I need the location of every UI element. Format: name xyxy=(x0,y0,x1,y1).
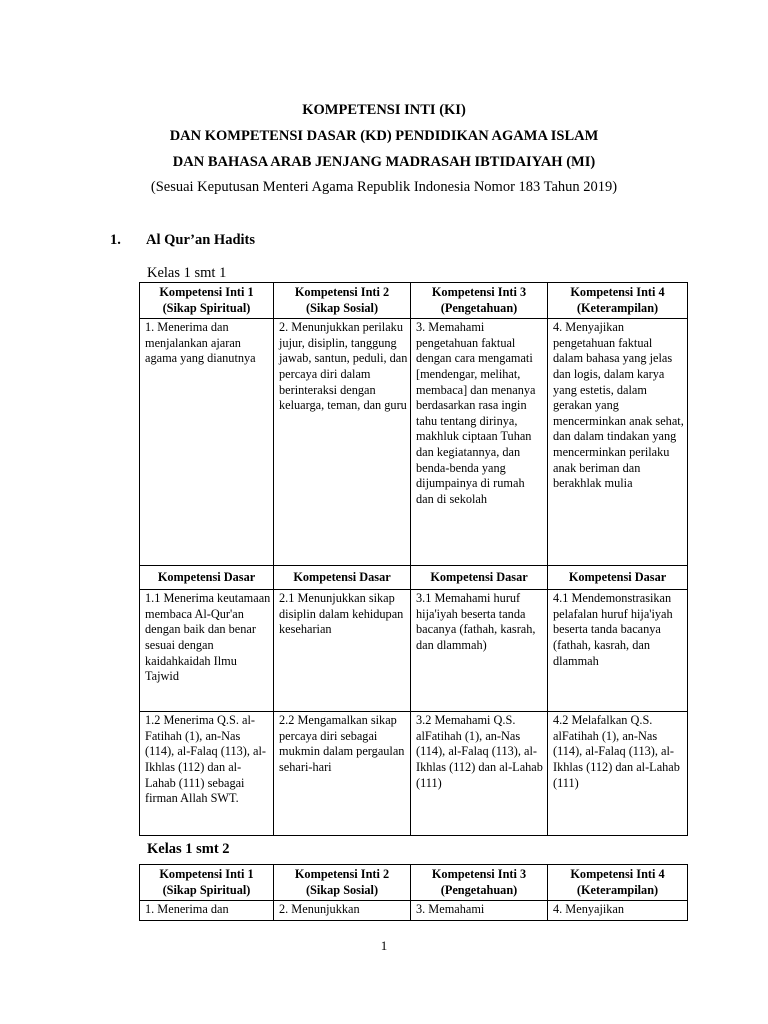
ki-header-cell xyxy=(411,283,548,319)
kd-row xyxy=(140,712,688,836)
ki-content-row xyxy=(140,901,688,921)
ki-header-sub: (Pengetahuan) xyxy=(440,882,518,897)
kd-cell: 4.2 Melafalkan Q.S. alFatihah (1), an-Nas (114), al-Falaq (113), al-Ikhlas (112) dan al-Lahab (111) xyxy=(548,712,688,836)
ki-content-row xyxy=(140,319,688,566)
kd-header-row xyxy=(140,566,688,590)
document-title-line-2: DAN KOMPETENSI DASAR (KD) PENDIDIKAN AGAMA ISLAM xyxy=(169,128,599,144)
ki-content-cell: 1. Menerima dan menjalankan ajaran agama yang dianutnya xyxy=(140,319,274,566)
document-title-line-1: KOMPETENSI INTI (KI) xyxy=(302,102,466,118)
kd-cell: 3.2 Memahami Q.S. alFatihah (1), an-Nas (114), al-Falaq (113), al-Ikhlas (112) dan al-Lahab (111) xyxy=(411,712,548,836)
ki-header-title: Kompetensi Inti 1 xyxy=(159,285,254,299)
ki-header-sub: (Pengetahuan) xyxy=(440,300,518,315)
kd-cell: 1.2 Menerima Q.S. al-Fatihah (1), an-Nas (114), al-Falaq (113), al-Ikhlas (112) dan al-Lahab (111) sebagai firman Allah SWT. xyxy=(140,712,274,836)
kd-header-cell: Kompetensi Dasar xyxy=(411,566,548,590)
ki-content-cell: 4. Menyajikan xyxy=(548,901,688,921)
kd-cell: 4.1 Mendemonstrasikan pelafalan huruf hija'iyah beserta tanda bacanya (fathah, kasrah, dan dlammah xyxy=(548,590,688,712)
kd-header-cell: Kompetensi Dasar xyxy=(274,566,411,590)
section-heading xyxy=(110,232,255,249)
ki-header-title: Kompetensi Inti 4 xyxy=(570,867,665,881)
ki-header-sub: (Sikap Sosial) xyxy=(305,882,379,897)
ki-header-sub: (Keterampilan) xyxy=(576,882,659,897)
page-number: 1 xyxy=(380,938,388,953)
ki-header-title: Kompetensi Inti 3 xyxy=(431,867,527,881)
kelas-1-label: Kelas 1 smt 1 xyxy=(147,265,227,281)
ki-header-sub: (Sikap Spiritual) xyxy=(162,882,251,897)
kelas-2-label: Kelas 1 smt 2 xyxy=(147,841,230,857)
kompetensi-table-kelas-2 xyxy=(139,864,688,921)
ki-header-sub: (Sikap Spiritual) xyxy=(162,300,251,315)
document-title-line-3: DAN BAHASA ARAB JENJANG MADRASAH IBTIDAIYAH (MI) xyxy=(172,154,596,170)
ki-header-cell xyxy=(274,283,411,319)
ki-header-cell xyxy=(411,865,548,901)
ki-header-title: Kompetensi Inti 2 xyxy=(294,867,390,881)
kd-row xyxy=(140,590,688,712)
ki-content-cell: 3. Memahami pengetahuan faktual dengan cara mengamati [mendengar, melihat, membaca] dan menanya berdasarkan rasa ingin tahu tentang dirinya, makhluk ciptaan Tuhan dan kegiatannya, dan benda-benda yang dijumpainya di rumah dan di sekolah xyxy=(411,319,548,566)
document-subtitle: (Sesuai Keputusan Menteri Agama Republik Indonesia Nomor 183 Tahun 2019) xyxy=(150,179,618,195)
kompetensi-table-kelas-1 xyxy=(139,282,688,836)
section-number: 1. xyxy=(110,232,121,248)
ki-header-cell xyxy=(274,865,411,901)
kd-cell: 1.1 Menerima keutamaan membaca Al-Qur'an dengan baik dan benar sesuai dengan kaidahkaidah Ilmu Tajwid xyxy=(140,590,274,712)
ki-content-cell: 3. Memahami xyxy=(411,901,548,921)
ki-header-cell xyxy=(140,865,274,901)
ki-header-title: Kompetensi Inti 2 xyxy=(294,285,390,299)
ki-content-cell: 2. Menunjukkan perilaku jujur, disiplin, tanggung jawab, santun, peduli, dan percaya diri dalam berinteraksi dengan keluarga, teman, dan guru xyxy=(274,319,411,566)
ki-header-cell xyxy=(140,283,274,319)
ki-header-row xyxy=(140,283,688,319)
ki-content-cell: 1. Menerima dan xyxy=(140,901,274,921)
ki-header-sub: (Sikap Sosial) xyxy=(305,300,379,315)
section-title: Al Qur’an Hadits xyxy=(146,232,256,248)
ki-header-title: Kompetensi Inti 3 xyxy=(431,285,527,299)
kd-cell: 3.1 Memahami huruf hija'iyah beserta tanda bacanya (fathah, kasrah, dan dlammah) xyxy=(411,590,548,712)
ki-header-cell xyxy=(548,283,688,319)
ki-header-sub: (Keterampilan) xyxy=(576,300,659,315)
ki-header-row xyxy=(140,865,688,901)
ki-header-title: Kompetensi Inti 4 xyxy=(570,285,665,299)
kd-cell: 2.1 Menunjukkan sikap disiplin dalam kehidupan keseharian xyxy=(274,590,411,712)
ki-header-cell xyxy=(548,865,688,901)
kd-header-cell: Kompetensi Dasar xyxy=(140,566,274,590)
ki-content-cell: 4. Menyajikan pengetahuan faktual dalam bahasa yang jelas dan logis, dalam karya yang estetis, dalam gerakan yang mencerminkan anak sehat, dan dalam tindakan yang mencerminkan perilaku anak beriman dan berakhlak mulia xyxy=(548,319,688,566)
ki-header-title: Kompetensi Inti 1 xyxy=(159,867,254,881)
kd-cell: 2.2 Mengamalkan sikap percaya diri sebagai mukmin dalam pergaulan sehari-hari xyxy=(274,712,411,836)
ki-content-cell: 2. Menunjukkan xyxy=(274,901,411,921)
kd-header-cell: Kompetensi Dasar xyxy=(548,566,688,590)
